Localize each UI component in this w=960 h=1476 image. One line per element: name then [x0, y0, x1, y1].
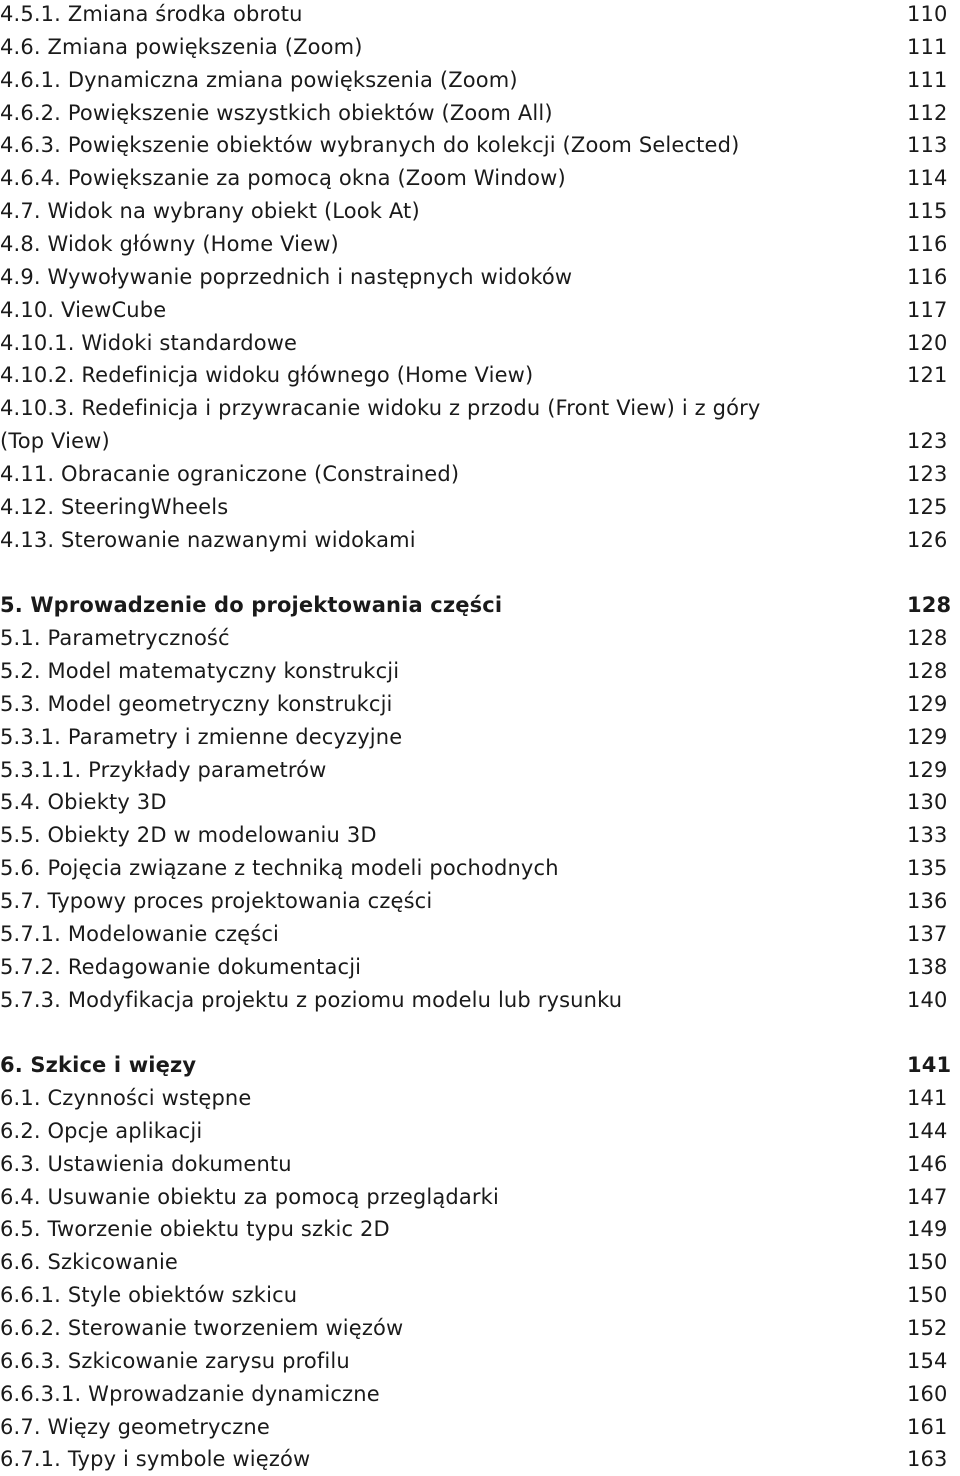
toc-entry [0, 97, 960, 130]
toc-entry [0, 524, 960, 557]
toc-entry-title: 4.9. Wywoływanie poprzednich i następnych widoków [0, 264, 573, 289]
toc-entry-title: 5.1. Parametryczność [0, 626, 230, 651]
toc-entry-page: 120 [907, 330, 948, 355]
toc-entry-title: 5.2. Model matematyczny konstrukcji [0, 659, 400, 683]
toc-entry-page: 110 [907, 2, 948, 26]
toc-entry [0, 721, 960, 754]
toc-entry-title: 4.6.1. Dynamiczna zmiana powiększenia (Zoom) [0, 67, 518, 92]
toc-entry-page: 146 [907, 1151, 948, 1176]
toc-entry-title: 4.10.1. Widoki standardowe [0, 330, 298, 355]
toc-entry [0, 491, 960, 524]
toc-entry-page: 126 [907, 527, 948, 552]
toc-entry-title: 4.5.1. Zmiana środka obrotu [0, 2, 303, 26]
toc-entry-title: 5.3. Model geometryczny konstrukcji [0, 691, 393, 716]
toc-entry-page: 154 [907, 1348, 948, 1373]
toc-entry [0, 64, 960, 97]
toc-entry [0, 1345, 960, 1378]
toc-entry-title: 4.11. Obracanie ograniczone (Constrained) [0, 461, 460, 486]
toc-entry-page: 144 [907, 1118, 948, 1143]
toc-entry-title: 6. Szkice i więzy [0, 1053, 197, 1078]
toc-entry-title: 6.6.1. Style obiektów szkicu [0, 1283, 298, 1308]
toc-entry-title: 6.6. Szkicowanie [0, 1250, 178, 1275]
toc-entry-title: 6.1. Czynności wstępne [0, 1086, 252, 1111]
toc-entry-page: 141 [907, 1086, 948, 1111]
toc-entry-page: 112 [907, 100, 948, 125]
toc-entry-title: 4.8. Widok główny (Home View) [0, 231, 339, 256]
toc-entry [0, 1246, 960, 1279]
toc-entry-page: 116 [907, 231, 948, 256]
toc-entry-page: 150 [907, 1283, 948, 1308]
toc-entry-page: 147 [907, 1184, 948, 1209]
toc-entry-page: 117 [907, 297, 948, 322]
toc-entry [0, 1443, 960, 1476]
toc-entry-title: 4.12. SteeringWheels [0, 494, 229, 519]
toc-entry [0, 984, 960, 1017]
toc-chapter-entry [0, 1049, 960, 1082]
toc-entry-page: 128 [907, 626, 948, 651]
toc-entry-title: 6.7. Więzy geometryczne [0, 1414, 270, 1439]
toc-entry [0, 1082, 960, 1115]
toc-entry-page: 111 [907, 67, 948, 92]
toc-entry [0, 1115, 960, 1148]
toc-entry-page: 149 [907, 1217, 948, 1242]
toc-entry-page: 150 [907, 1250, 948, 1275]
toc-entry [0, 885, 960, 918]
toc-entry [0, 951, 960, 984]
toc-entry-title: 6.5. Tworzenie obiektu typu szkic 2D [0, 1217, 390, 1242]
toc-entry-page: 129 [907, 724, 948, 749]
toc-entry-title: 4.6.3. Powiększenie obiektów wybranych do kolekcji (Zoom Selected) [0, 133, 740, 158]
toc-entry-page: 121 [907, 363, 948, 388]
toc-entry-title: (Top View) [0, 429, 110, 454]
toc-entry [0, 754, 960, 787]
toc-entry [0, 1181, 960, 1214]
toc-entry [0, 622, 960, 655]
toc-entry-page: 161 [907, 1414, 948, 1439]
toc-entry-title: 5.7.1. Modelowanie części [0, 921, 280, 946]
toc-entry [0, 852, 960, 885]
toc-entry-title: 4.6.4. Powiększanie za pomocą okna (Zoom Window) [0, 166, 566, 191]
toc-entry [0, 129, 960, 162]
toc-entry-title: 6.7.1. Typy i symbole więzów [0, 1447, 311, 1472]
toc-entry [0, 425, 960, 458]
toc-entry-page: 141 [907, 1053, 952, 1078]
toc-entry-page: 129 [907, 691, 948, 716]
toc-entry [0, 261, 960, 294]
toc-entry [0, 1378, 960, 1411]
toc-entry-page: 137 [907, 921, 948, 946]
toc-entry-page: 138 [907, 954, 948, 979]
toc-entry-page: 111 [907, 34, 948, 59]
toc-entry [0, 786, 960, 819]
toc-entry-title: 6.4. Usuwanie obiektu za pomocą przeglądarki [0, 1184, 499, 1209]
toc-entry [0, 655, 960, 688]
toc-entry [0, 1312, 960, 1345]
toc-entry-page: 116 [907, 264, 948, 289]
toc-entry-title: 6.2. Opcje aplikacji [0, 1118, 203, 1143]
toc-entry [0, 162, 960, 195]
toc-entry-title: 4.6.2. Powiększenie wszystkich obiektów (Zoom All) [0, 100, 553, 125]
toc-entry-title: 4.10. ViewCube [0, 297, 167, 322]
toc-entry-page: 128 [907, 659, 948, 683]
toc-entry-title: 5.6. Pojęcia związane z techniką modeli pochodnych [0, 856, 559, 881]
toc-entry [0, 0, 960, 31]
toc-entry-title: 6.6.3.1. Wprowadzanie dynamiczne [0, 1381, 380, 1406]
toc-entry-page: 128 [907, 593, 952, 618]
toc-entry-title: 4.10.3. Redefinicja i przywracanie widoku z przodu (Front View) i z góry [0, 396, 761, 421]
toc-entry [0, 1279, 960, 1312]
toc-entry-title: 4.10.2. Redefinicja widoku głównego (Home View) [0, 363, 534, 388]
toc-entry-page: 163 [907, 1447, 948, 1472]
toc-entry-page: 123 [907, 461, 948, 486]
toc-entry-page: 129 [907, 757, 948, 782]
toc-entry [0, 918, 960, 951]
toc-entry-page: 160 [907, 1381, 948, 1406]
toc-entry-title: 5.3.1. Parametry i zmienne decyzyjne [0, 724, 403, 749]
toc-entry-title: 6.6.2. Sterowanie tworzeniem więzów [0, 1316, 404, 1340]
toc-entry [0, 327, 960, 360]
toc-entry [0, 819, 960, 852]
toc-entry-title: 5.5. Obiekty 2D w modelowaniu 3D [0, 823, 377, 848]
toc-entry-page: 136 [907, 888, 948, 913]
toc-entry-title: 5.7. Typowy proces projektowania części [0, 888, 433, 913]
toc-entry [0, 688, 960, 721]
toc-entry-title: 5.3.1.1. Przykłady parametrów [0, 757, 327, 782]
toc-entry-title: 4.6. Zmiana powiększenia (Zoom) [0, 34, 363, 59]
toc-entry-title: 6.3. Ustawienia dokumentu [0, 1151, 292, 1176]
toc-entry [0, 195, 960, 228]
toc-entry-page: 115 [907, 199, 948, 224]
toc-entry-page: 152 [907, 1316, 948, 1340]
toc-entry-page: 133 [907, 823, 948, 848]
toc-entry-title: 5.7.3. Modyfikacja projektu z poziomu modelu lub rysunku [0, 987, 623, 1012]
toc-entry-page: 130 [907, 790, 948, 815]
toc-entry-page: 123 [907, 429, 948, 454]
toc-entry-title: 5. Wprowadzenie do projektowania części [0, 593, 503, 618]
toc-entry-title: 6.6.3. Szkicowanie zarysu profilu [0, 1348, 350, 1373]
toc-entry [0, 359, 960, 392]
toc-entry-title: 4.13. Sterowanie nazwanymi widokami [0, 527, 416, 552]
toc-entry [0, 228, 960, 261]
toc-entry [0, 392, 960, 425]
toc-entry [0, 1411, 960, 1444]
toc-entry-page: 114 [907, 166, 948, 191]
toc-entry [0, 294, 960, 327]
toc-entry-title: 5.4. Obiekty 3D [0, 790, 167, 815]
toc-entry [0, 458, 960, 491]
toc-entry-title: 4.7. Widok na wybrany obiekt (Look At) [0, 199, 420, 224]
toc-entry [0, 1213, 960, 1246]
toc-entry [0, 1148, 960, 1181]
toc-entry-page: 140 [907, 987, 948, 1012]
toc-entry-page: 135 [907, 856, 948, 881]
toc-entry [0, 31, 960, 64]
toc-entry-title: 5.7.2. Redagowanie dokumentacji [0, 954, 362, 979]
toc-chapter-entry [0, 589, 960, 622]
toc-entry-page: 125 [907, 494, 948, 519]
toc-entry-page: 113 [907, 133, 948, 158]
